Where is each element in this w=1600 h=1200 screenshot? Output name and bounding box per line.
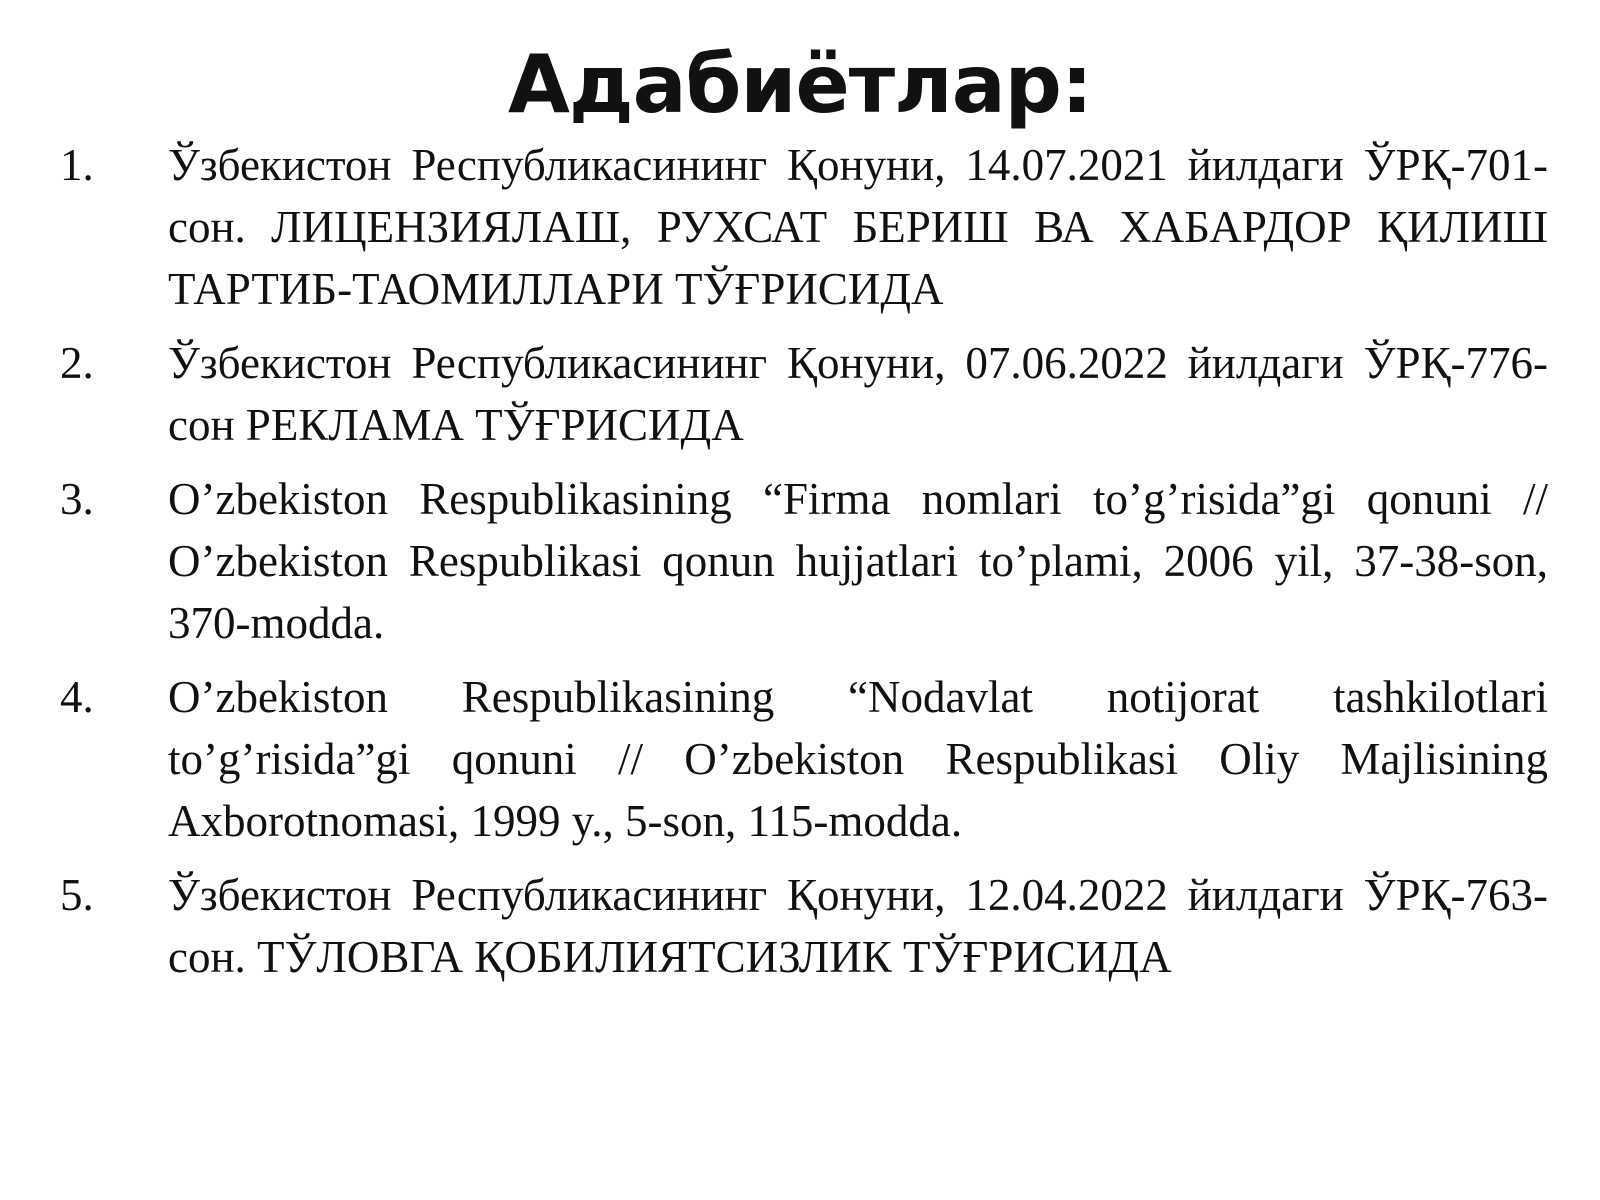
references-list [0, 134, 1600, 1000]
list-item-text: Ўзбекистон Республикасининг Қонуни, 07.06.2022 йилдаги ЎРҚ-776-сон РЕКЛАМА ТЎҒРИСИДА [168, 338, 1548, 450]
list-item-text: O’zbekiston Respublikasining “Nodavlat notijorat tashkilotlari to’g’risida”gi qonuni // O’zbekiston Respublikasi Oliy Majlisining Axborotnomasi, 1999 y., 5-son, 115-modda. [168, 672, 1548, 846]
list-item-text: Ўзбекистон Республикасининг Қонуни, 14.07.2021 йилдаги ЎРҚ-701-сон. ЛИЦЕНЗИЯЛАШ, РУХСАТ БЕРИШ ВА ХАБАРДОР ҚИЛИШ ТАРТИБ-ТАОМИЛЛАРИ ТЎҒРИСИДА [168, 140, 1548, 314]
list-item-text: Ўзбекистон Республикасининг Қонуни, 12.04.2022 йилдаги ЎРҚ-763-сон. ТЎЛОВГА ҚОБИЛИЯТСИЗЛИК ТЎҒРИСИДА [168, 870, 1548, 982]
list-item-number: 1. [60, 140, 94, 190]
list-item-number: 5. [60, 870, 94, 920]
list-item [0, 864, 1600, 988]
list-item-text: O’zbekiston Respublikasining “Firma nomlari to’g’risida”gi qonuni // O’zbekiston Respublikasi qonun hujjatlari to’plami, 2006 yil, 37-38-son, 370-modda. [168, 474, 1548, 648]
list-item [0, 468, 1600, 654]
list-item-number: 4. [60, 672, 94, 722]
list-item-number: 2. [60, 338, 94, 388]
list-item [0, 332, 1600, 456]
page-title: Адабиётлар: [508, 38, 1092, 131]
list-item-number: 3. [60, 474, 94, 524]
list-item [0, 134, 1600, 320]
list-item [0, 666, 1600, 852]
